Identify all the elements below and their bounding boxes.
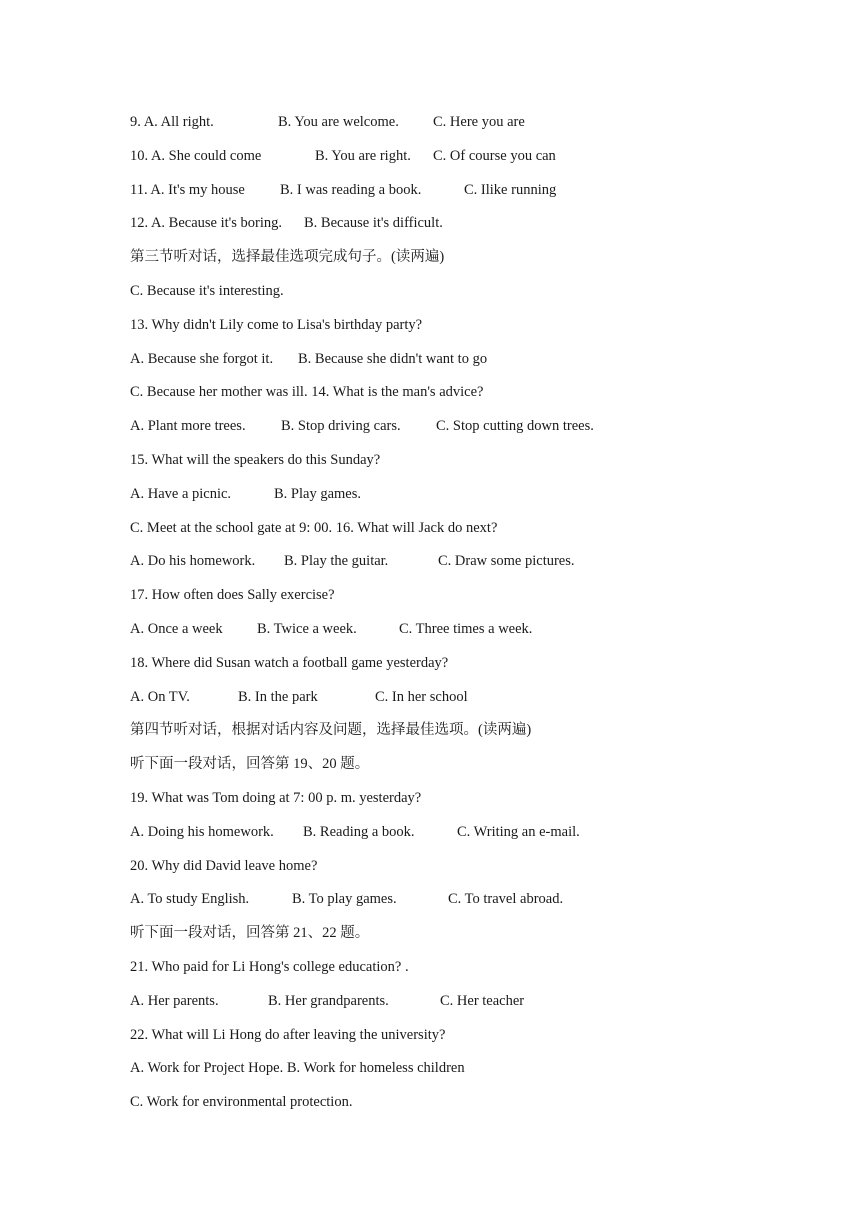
text-segment: A. Her parents.: [130, 992, 219, 1009]
text-segment: A. Once a week: [130, 620, 223, 637]
text-segment: 11. A. It's my house: [130, 181, 245, 198]
text-segment: C. Writing an e-mail.: [457, 823, 580, 840]
text-segment: 第三节听对话，选择最佳选项完成句子。(读两遍): [130, 249, 445, 266]
text-segment: C. Here you are: [433, 114, 525, 130]
text-segment: B. You are welcome.: [278, 114, 399, 130]
text-segment: B. You are right.: [315, 147, 411, 164]
text-segment: 12. A. Because it's boring.: [130, 215, 283, 232]
text-segment: 18. Where did Susan watch a football game yesterday?: [130, 654, 449, 671]
text-segment: A. Work for Project Hope. B. Work for homeless children: [130, 1060, 465, 1077]
text-segment: 第四节听对话，根据对话内容及问题，选择最佳选项。(读两遍): [130, 722, 532, 739]
text-segment: C. Draw some pictures.: [438, 553, 575, 570]
exam-page: [130, 111, 830, 1125]
text-line: [130, 111, 830, 145]
text-segment: B. In the park: [238, 688, 318, 705]
text-line: [130, 753, 830, 787]
text-segment: A. Plant more trees.: [130, 418, 246, 435]
text-line: [130, 618, 830, 652]
text-segment: A. On TV.: [130, 688, 190, 705]
text-line: [130, 212, 830, 246]
text-segment: B. To play games.: [292, 891, 397, 908]
text-segment: B. Twice a week.: [257, 620, 357, 637]
text-line: [130, 922, 830, 956]
text-segment: 17. How often does Sally exercise?: [130, 587, 335, 604]
text-line: [130, 1057, 830, 1091]
text-segment: A. Have a picnic.: [130, 485, 232, 502]
text-segment: 19. What was Tom doing at 7: 00 p. m. yesterday?: [130, 789, 422, 806]
text-segment: 听下面一段对话，回答第 21、22 题。: [130, 925, 370, 942]
text-line: [130, 1091, 830, 1125]
text-line: [130, 719, 830, 753]
text-line: [130, 855, 830, 889]
text-line: [130, 990, 830, 1024]
text-segment: C. Stop cutting down trees.: [436, 418, 594, 435]
text-segment: A. Doing his homework.: [130, 823, 274, 840]
text-line: [130, 550, 830, 584]
text-segment: C. Because it's interesting.: [130, 282, 284, 299]
text-segment: B. Reading a book.: [303, 823, 415, 840]
text-segment: B. I was reading a book.: [280, 181, 422, 198]
text-segment: 13. Why didn't Lily come to Lisa's birthday party?: [130, 316, 423, 333]
text-line: [130, 483, 830, 517]
text-segment: C. Because her mother was ill. 14. What is the man's advice?: [130, 384, 484, 401]
text-segment: C. In her school: [375, 688, 468, 705]
text-line: [130, 787, 830, 821]
text-segment: B. Because it's difficult.: [304, 215, 443, 232]
text-segment: 听下面一段对话，回答第 19、20 题。: [130, 756, 370, 773]
text-segment: B. Play the guitar.: [284, 553, 389, 570]
text-segment: 15. What will the speakers do this Sunday?: [130, 451, 381, 468]
text-segment: 22. What will Li Hong do after leaving the university?: [130, 1026, 446, 1043]
text-segment: 21. Who paid for Li Hong's college education? .: [130, 958, 409, 975]
text-segment: 9. A. All right.: [130, 114, 214, 130]
text-line: [130, 246, 830, 280]
text-segment: 10. A. She could come: [130, 147, 262, 164]
text-segment: C. Work for environmental protection.: [130, 1094, 353, 1111]
text-line: [130, 686, 830, 720]
text-segment: C. Of course you can: [433, 147, 556, 164]
text-segment: B. Because she didn't want to go: [298, 350, 488, 367]
text-segment: C. Her teacher: [440, 992, 525, 1009]
text-line: [130, 314, 830, 348]
text-line: [130, 145, 830, 179]
text-line: [130, 280, 830, 314]
text-segment: A. Because she forgot it.: [130, 350, 274, 367]
text-line: [130, 381, 830, 415]
text-segment: B. Stop driving cars.: [281, 418, 401, 435]
text-segment: B. Her grandparents.: [268, 992, 389, 1009]
text-line: [130, 348, 830, 382]
text-line: [130, 888, 830, 922]
text-segment: C. Three times a week.: [399, 620, 533, 637]
text-line: [130, 1024, 830, 1058]
text-segment: A. Do his homework.: [130, 553, 256, 570]
text-segment: A. To study English.: [130, 891, 250, 908]
text-segment: C. Meet at the school gate at 9: 00. 16. What will Jack do next?: [130, 519, 498, 536]
text-line: [130, 584, 830, 618]
text-segment: 20. Why did David leave home?: [130, 857, 318, 874]
text-line: [130, 821, 830, 855]
text-line: [130, 652, 830, 686]
text-line: [130, 415, 830, 449]
text-line: [130, 449, 830, 483]
text-segment: B. Play games.: [274, 485, 361, 502]
text-segment: C. To travel abroad.: [448, 891, 564, 908]
text-segment: C. Ilike running: [464, 181, 557, 198]
text-line: [130, 517, 830, 551]
text-line: [130, 956, 830, 990]
text-line: [130, 179, 830, 213]
